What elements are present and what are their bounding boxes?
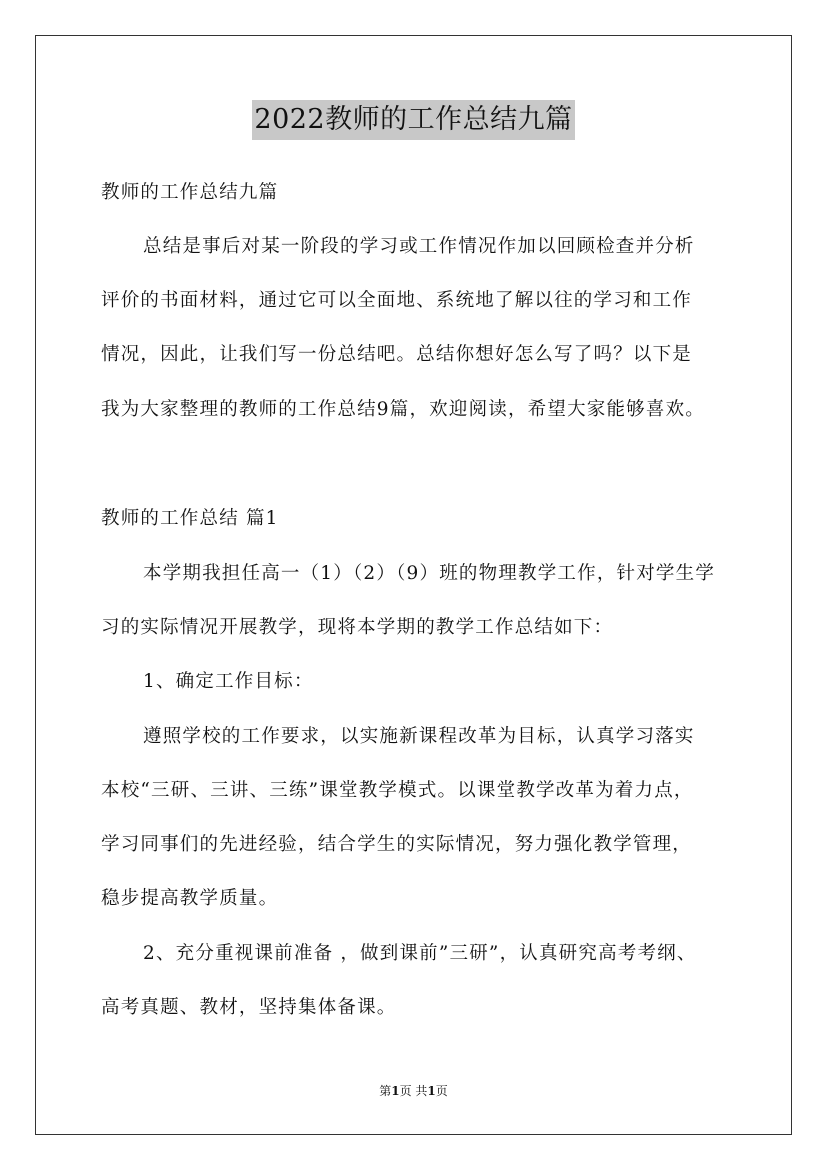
footer-total-pages: 1 (427, 1084, 436, 1098)
paragraph-line: 总结是事后对某一阶段的学习或工作情况作加以回顾检查并分析 (143, 236, 695, 257)
paragraph-line: 遵照学校的工作要求，以实施新课程改革为目标，认真学习落实 (143, 726, 695, 747)
paragraph-line: 本学期我担任高一（1）（2）（9）班的物理教学工作，针对学生学 (143, 563, 716, 584)
section-heading: 教师的工作总结 篇1 (101, 508, 279, 529)
intro-heading: 教师的工作总结九篇 (101, 182, 279, 203)
paragraph-line: 本校“三研、三讲、三练”课堂教学模式。以课堂教学改革为着力点， (101, 780, 694, 801)
paragraph-line: 稳步提高教学质量。 (101, 888, 279, 909)
footer-page-prefix: 第 (379, 1084, 392, 1098)
paragraph-line: 我为大家整理的教师的工作总结9篇，欢迎阅读，希望大家能够喜欢。 (101, 399, 705, 420)
paragraph-line: 评价的书面材料，通过它可以全面地、系统地了解以往的学习和工作 (101, 290, 693, 311)
footer-page-suffix: 页 (435, 1084, 448, 1098)
list-item-heading: 1、确定工作目标： (143, 671, 314, 692)
paragraph-line: 情况，因此，让我们写一份总结吧。总结你想好怎么写了吗？以下是 (101, 344, 693, 365)
page-footer (0, 1083, 827, 1099)
footer-page-number: 1 (391, 1084, 400, 1098)
footer-page-mid: 页 共 (399, 1084, 428, 1098)
document-title: 2022教师的工作总结九篇 (252, 100, 574, 140)
paragraph-line: 高考真题、教材，坚持集体备课。 (101, 997, 397, 1018)
paragraph-line: 学习同事们的先进经验，结合学生的实际情况，努力强化教学管理， (101, 834, 693, 855)
title-container (0, 100, 827, 140)
paragraph-line: 习的实际情况开展教学，现将本学期的教学工作总结如下： (101, 617, 614, 638)
paragraph-line: 2、充分重视课前准备 ，做到课前”三研”，认真研究高考考纲、 (143, 943, 697, 964)
